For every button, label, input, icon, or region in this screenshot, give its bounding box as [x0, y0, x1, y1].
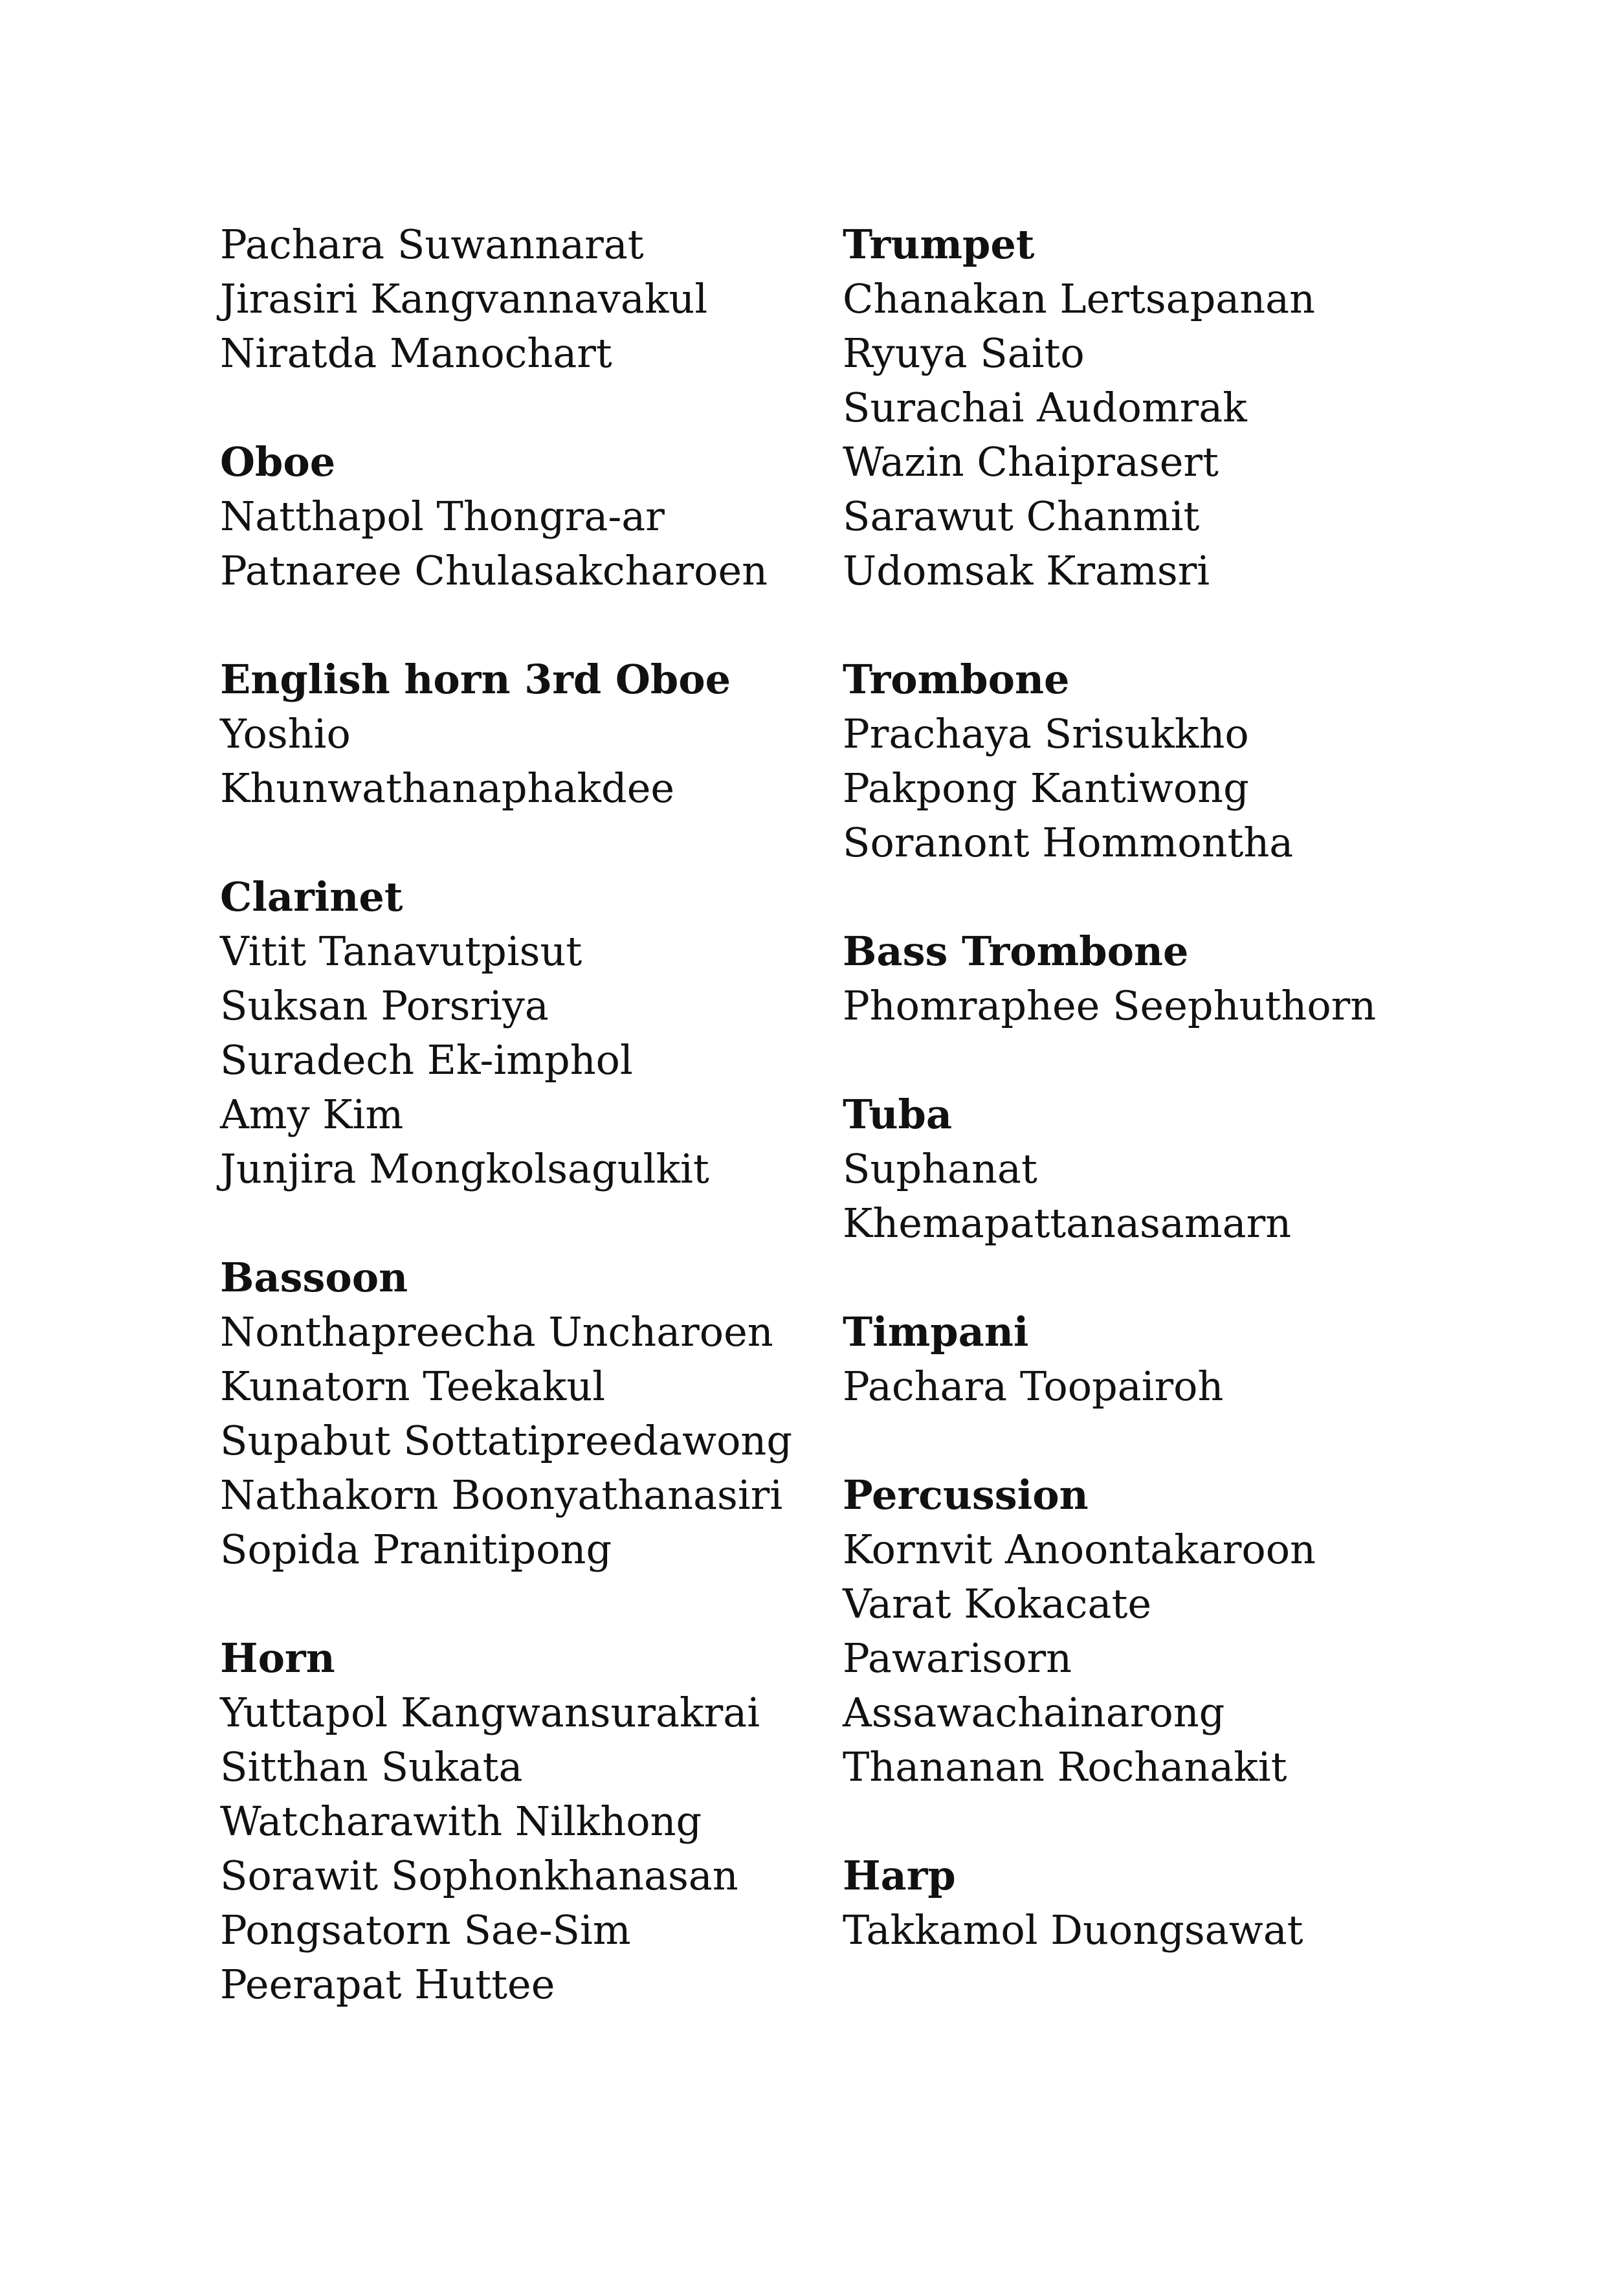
section-heading: Tuba	[843, 1091, 953, 1138]
roster-column-right	[843, 217, 1425, 1957]
section-bass-trombone	[843, 924, 1425, 1033]
musician-name: Pawarisorn	[843, 1634, 1072, 1682]
musician-name: Supabut Sottatipreedawong	[220, 1417, 793, 1464]
musician-name: Phomraphee Seephuthorn	[843, 982, 1377, 1029]
section-spacer	[220, 816, 803, 870]
musician-name: Nonthapreecha Uncharoen	[220, 1308, 773, 1355]
section-trombone	[843, 652, 1425, 870]
section-trumpet	[843, 217, 1425, 598]
section-spacer	[220, 381, 803, 435]
section-spacer	[220, 1577, 803, 1631]
section-heading: English horn 3rd Oboe	[220, 656, 731, 703]
section-spacer	[843, 870, 1425, 924]
section-spacer	[843, 1251, 1425, 1305]
musician-name: Udomsak Kramsri	[843, 547, 1210, 594]
section-heading: Timpani	[843, 1308, 1029, 1355]
musician-name: Pachara Toopairoh	[843, 1363, 1224, 1410]
musician-name: Pakpong Kantiwong	[843, 764, 1249, 812]
section-spacer	[843, 1794, 1425, 1849]
musician-name: Sorawit Sophonkhanasan	[220, 1852, 738, 1899]
section-spacer	[843, 1414, 1425, 1468]
musician-name: Kornvit Anoontakaroon	[843, 1526, 1316, 1573]
section-oboe	[220, 435, 803, 598]
musician-name: Niratda Manochart	[220, 329, 612, 377]
section-percussion	[843, 1468, 1425, 1794]
musician-name: Junjira Mongkolsagulkit	[220, 1145, 709, 1192]
musician-name: Yuttapol Kangwansurakrai	[220, 1689, 760, 1736]
section-heading: Bass Trombone	[843, 928, 1189, 975]
section-spacer	[220, 598, 803, 652]
musician-name: Sarawut Chanmit	[843, 493, 1200, 540]
roster-column-left	[220, 217, 803, 2012]
musician-name: Peerapat Huttee	[220, 1961, 555, 2008]
musician-name: Wazin Chaiprasert	[843, 438, 1219, 485]
musician-name: Vitit Tanavutpisut	[220, 928, 582, 975]
musician-name: Chanakan Lertsapanan	[843, 275, 1316, 322]
musician-name: Suphanat	[843, 1145, 1037, 1192]
section-heading: Trumpet	[843, 221, 1035, 268]
section-heading: Percussion	[843, 1471, 1089, 1519]
section-spacer	[220, 1196, 803, 1251]
musician-name: Pachara Suwannarat	[220, 221, 644, 268]
musician-name: Amy Kim	[220, 1091, 404, 1138]
section-timpani	[843, 1305, 1425, 1414]
musician-name: Assawachainarong	[843, 1689, 1225, 1736]
section-spacer	[843, 598, 1425, 652]
section-english-horn-3rd-oboe	[220, 652, 803, 816]
section-heading: Oboe	[220, 438, 336, 485]
musician-name: Natthapol Thongra-ar	[220, 493, 665, 540]
section-harp	[843, 1849, 1425, 1957]
musician-name: Yoshio	[220, 710, 351, 757]
section-bassoon	[220, 1251, 803, 1577]
musician-name: Sopida Pranitipong	[220, 1526, 612, 1573]
musician-name: Patnaree Chulasakcharoen	[220, 547, 768, 594]
musician-name: Khunwathanaphakdee	[220, 764, 675, 812]
musician-name: Ryuya Saito	[843, 329, 1085, 377]
musician-name: Kunatorn Teekakul	[220, 1363, 606, 1410]
musician-name: Jirasiri Kangvannavakul	[220, 275, 708, 322]
section-spacer	[843, 1033, 1425, 1087]
musician-name: Varat Kokacate	[843, 1580, 1152, 1627]
section-continued	[220, 217, 803, 381]
section-heading: Trombone	[843, 656, 1070, 703]
section-heading: Clarinet	[220, 873, 403, 920]
musician-name: Suksan Porsriya	[220, 982, 549, 1029]
musician-name: Khemapattanasamarn	[843, 1199, 1292, 1247]
musician-name: Suradech Ek-imphol	[220, 1036, 633, 1084]
section-heading: Horn	[220, 1634, 335, 1682]
musician-name: Soranont Hommontha	[843, 819, 1294, 866]
section-heading: Bassoon	[220, 1254, 408, 1301]
section-heading: Harp	[843, 1852, 956, 1899]
musician-name: Thananan Rochanakit	[843, 1743, 1287, 1790]
musician-name: Watcharawith Nilkhong	[220, 1798, 702, 1845]
musician-name: Sitthan Sukata	[220, 1743, 523, 1790]
musician-name: Takkamol Duongsawat	[843, 1906, 1303, 1954]
musician-name: Prachaya Srisukkho	[843, 710, 1249, 757]
musician-name: Surachai Audomrak	[843, 384, 1247, 431]
section-tuba	[843, 1087, 1425, 1251]
musician-name: Nathakorn Boonyathanasiri	[220, 1471, 783, 1519]
section-horn	[220, 1631, 803, 2012]
section-clarinet	[220, 870, 803, 1196]
musician-name: Pongsatorn Sae-Sim	[220, 1906, 631, 1954]
